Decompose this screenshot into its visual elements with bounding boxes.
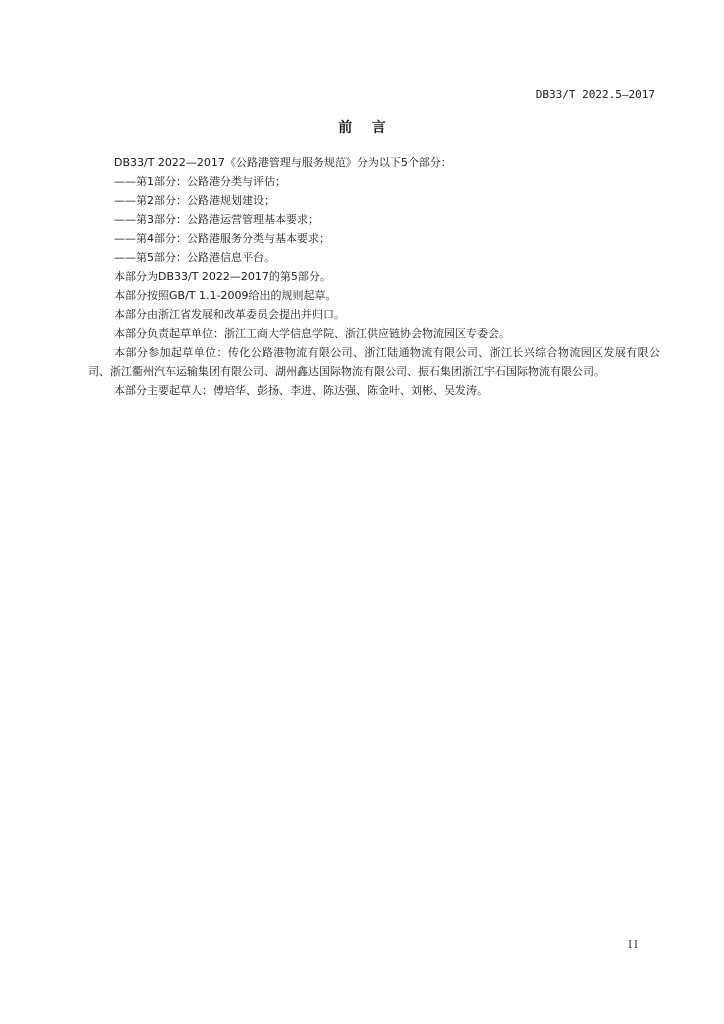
intro-paragraph: DB33/T 2022—2017《公路港管理与服务规范》分为以下5个部分： <box>114 156 452 169</box>
list-item-part-3: ——第3部分：公路港运营管理基本要求； <box>114 213 319 226</box>
participating-units: 本部分参加起草单位：传化公路港物流有限公司、浙江陆通物流有限公司、浙江长兴综合物流园区发展有限公司、浙江衢州汽车运输集团有限公司、湖州鑫达国际物流有限公司、振石集团浙江宇石国际物流有限公司。 <box>88 346 660 378</box>
proposer-statement: 本部分由浙江省发展和改革委员会提出并归口。 <box>114 308 345 321</box>
list-item-part-1: ——第1部分：公路港分类与评估； <box>114 175 286 188</box>
section-title: 前 言 <box>338 120 386 136</box>
list-item-part-4: ——第4部分：公路港服务分类与基本要求； <box>114 232 330 245</box>
document-code: DB33/T 2022.5—2017 <box>535 88 655 101</box>
list-item-part-5: ——第5部分：公路港信息平台。 <box>114 251 275 264</box>
page-number: II <box>628 940 640 951</box>
drafting-rules-statement: 本部分按照GB/T 1.1-2009给出的规则起草。 <box>114 289 337 302</box>
part-statement: 本部分为DB33/T 2022—2017的第5部分。 <box>114 270 331 283</box>
foreword-body <box>88 153 660 400</box>
main-drafters: 本部分主要起草人：傅培华、彭扬、李进、陈达强、陈金叶、刘彬、吴发涛。 <box>114 384 488 397</box>
responsible-units: 本部分负责起草单位：浙江工商大学信息学院、浙江供应链协会物流园区专委会。 <box>114 327 510 340</box>
list-item-part-2: ——第2部分：公路港规划建设； <box>114 194 275 207</box>
